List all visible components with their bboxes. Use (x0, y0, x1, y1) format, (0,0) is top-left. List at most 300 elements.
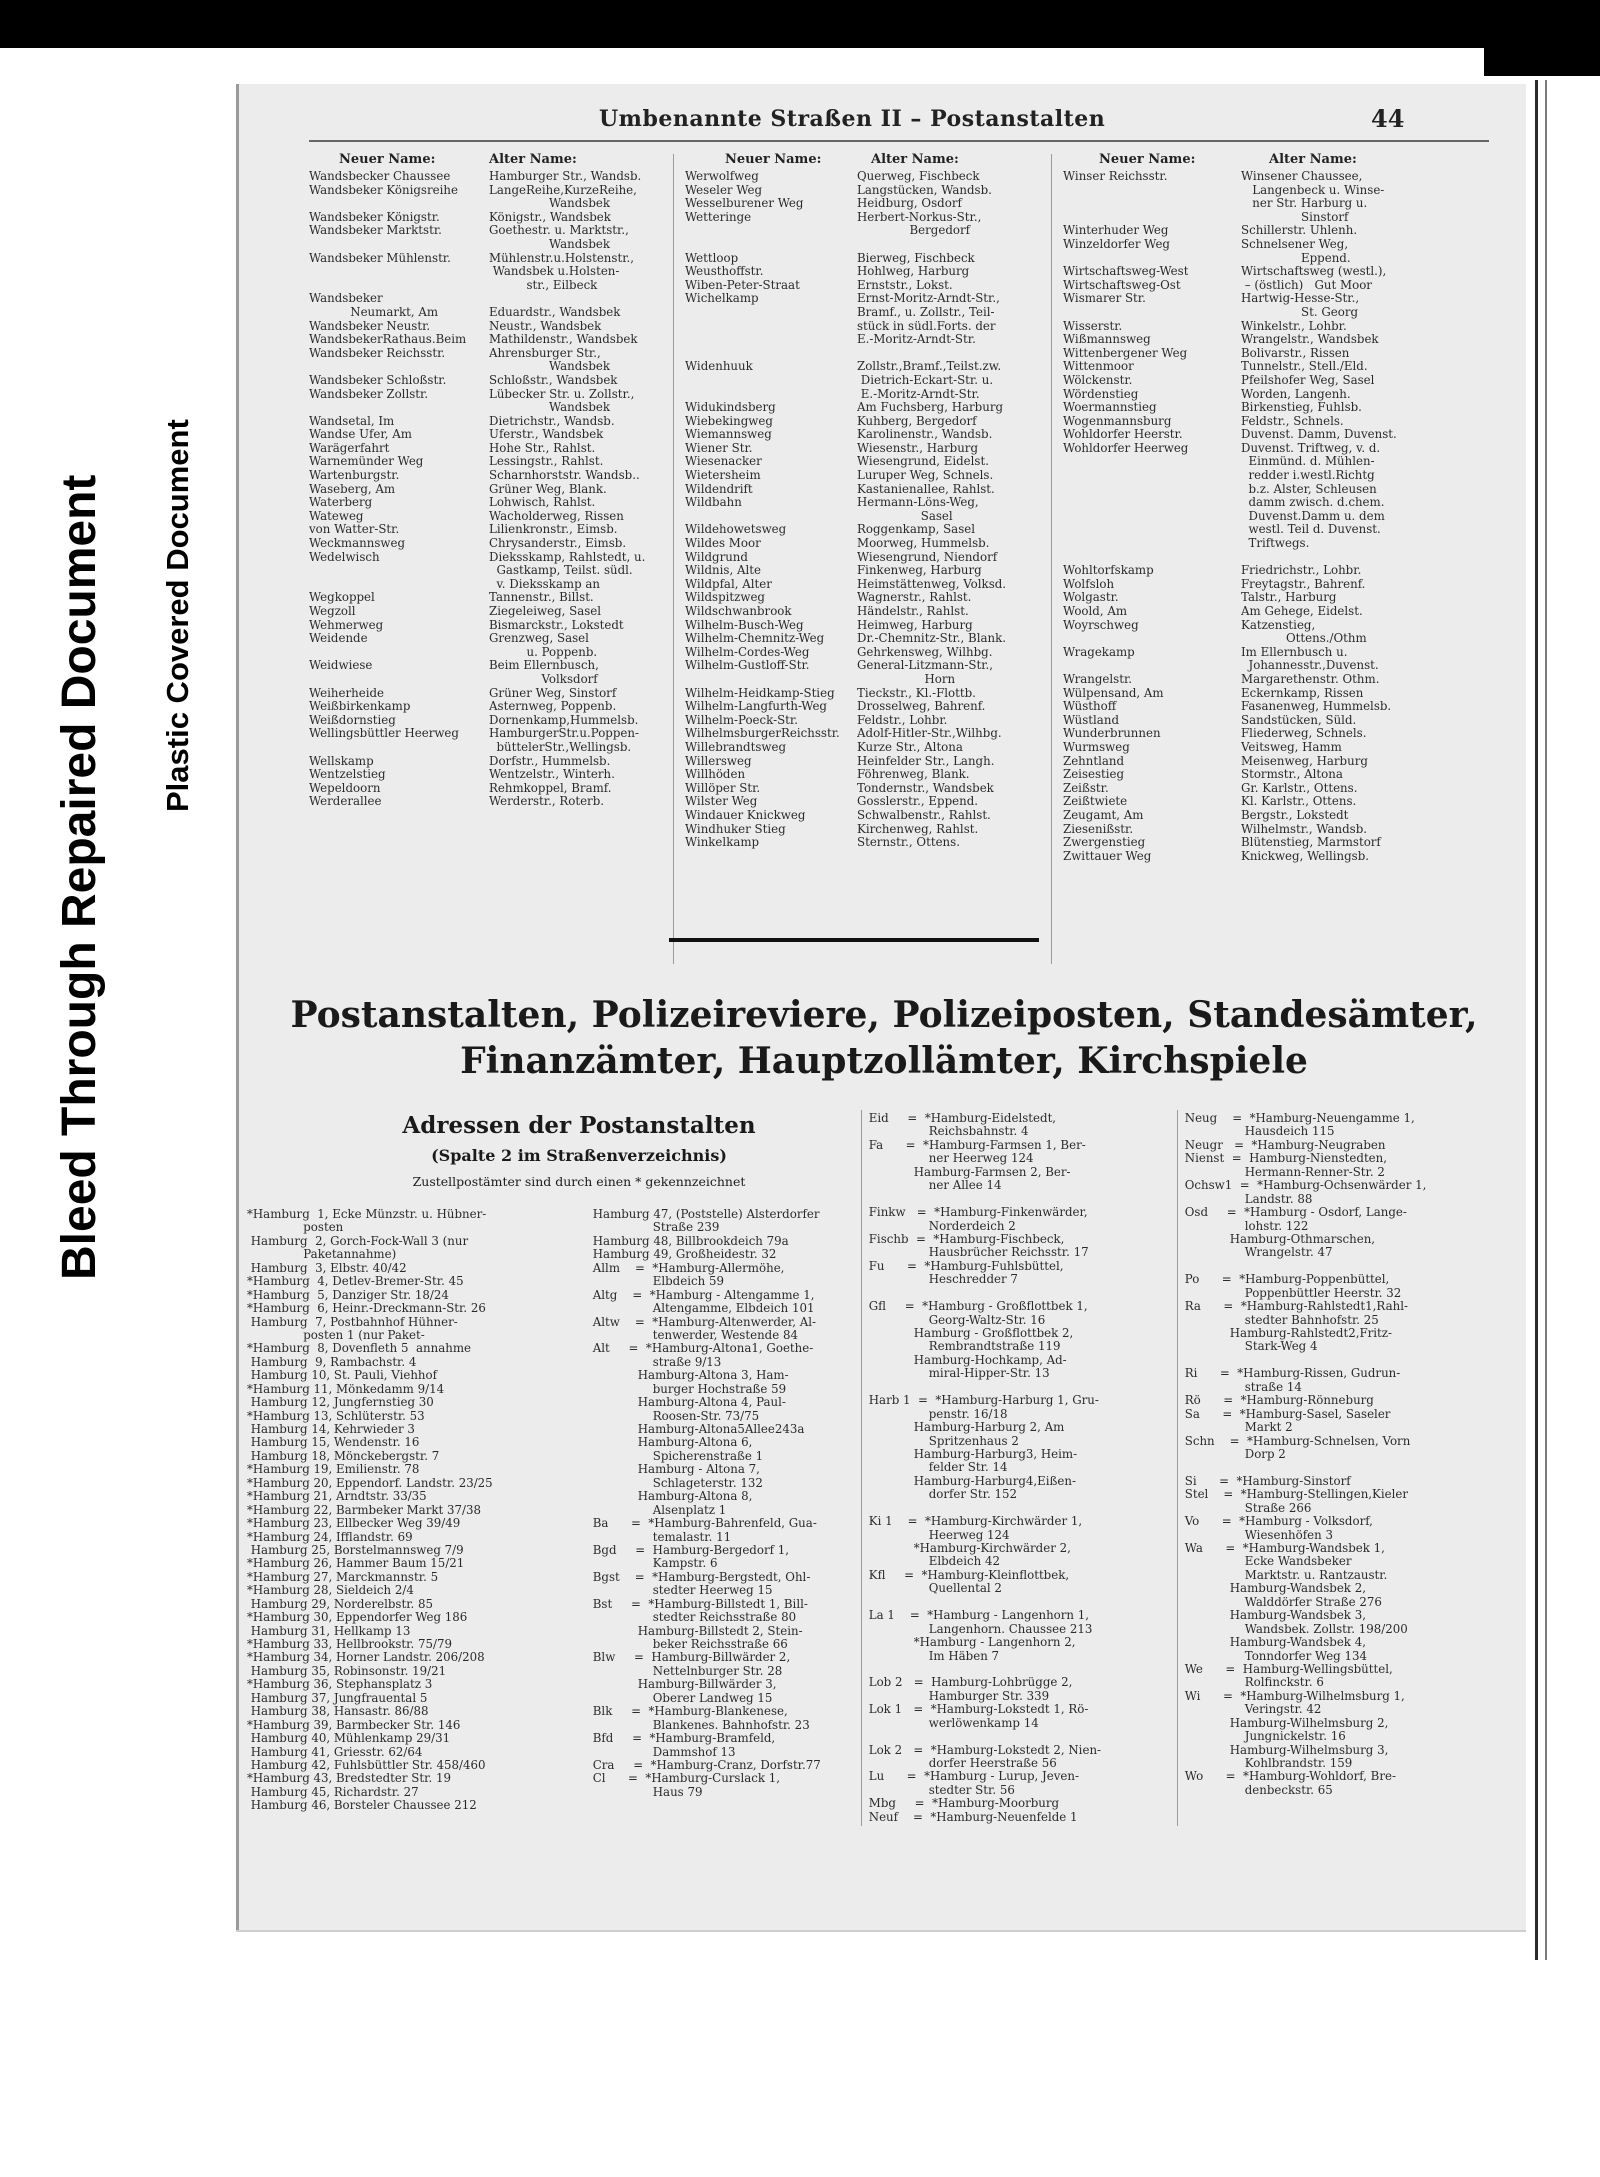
text-line: Wilhelmstr., Wandsb. (1241, 822, 1368, 836)
text-line: Winser Reichsstr. (1063, 170, 1168, 183)
text-line: Hamburg 14, Kehrwieder 3 (247, 1423, 415, 1436)
text-line: Hamburg 49, Großheidestr. 32 (589, 1248, 777, 1262)
column-rule (1051, 154, 1052, 964)
text-line: Hamburg 47, (Poststelle) Alsterdorfer (589, 1208, 820, 1221)
text-line: Rö = *Hamburg-Rönneburg (1181, 1394, 1374, 1408)
text-line: Gfl = *Hamburg - Großflottbek 1, (865, 1300, 1088, 1314)
text-line: Hamburg 46, Borsteler Chaussee 212 (247, 1799, 477, 1813)
text-line: Hamburg-Altona5Allee243a (589, 1423, 805, 1436)
text-line: Heerweg 124 (865, 1528, 1010, 1542)
text-line: Volksdorf (489, 672, 598, 686)
text-line: Wiesenhöfen 3 (1181, 1528, 1333, 1542)
text-line: Hermann-Löns-Weg, (857, 496, 979, 510)
text-line: stedter Heerweg 15 (589, 1584, 773, 1598)
text-line (857, 238, 1006, 252)
text-line: Wilster Weg (685, 795, 758, 809)
text-line: Bfd = *Hamburg-Bramfeld, (589, 1732, 776, 1746)
text-line: Luruper Weg, Schnels. (857, 469, 994, 483)
text-line: We = Hamburg-Wellingsbüttel, (1181, 1662, 1393, 1676)
text-line: Kfl = *Hamburg-Kleinflottbek, (865, 1568, 1070, 1582)
column-rule (673, 154, 674, 964)
text-line: büttelerStr.,Wellingsb. (489, 740, 632, 754)
text-line: beker Reichsstraße 66 (589, 1638, 788, 1651)
text-line: Bgst = *Hamburg-Bergstedt, Ohl- (589, 1570, 811, 1584)
text-line: Johannesstr.,Duvenst. (1241, 659, 1379, 673)
text-line: Weidwiese (309, 659, 373, 673)
text-line: Dietrichstr., Wandsb. (489, 414, 615, 428)
text-line: Bergstr., Lokstedt (1241, 808, 1349, 822)
section-title-line-2: Finanzämter, Hauptzollämter, Kirchspiele (460, 1040, 1308, 1082)
column-head-old: Alter Name: (1269, 152, 1357, 167)
text-line (685, 388, 840, 402)
text-line: Blk = *Hamburg-Blankenese, (589, 1705, 788, 1719)
text-line: Norderdeich 2 (865, 1219, 1016, 1233)
text-line (309, 741, 466, 755)
text-line (865, 1193, 1157, 1206)
text-line: Birkenstieg, Fuhlsb. (1241, 401, 1362, 415)
text-line: Wildschwanbrook (685, 605, 792, 618)
text-line: Wilhelm-Gustloff-Str. (685, 659, 810, 673)
text-line: Scharnhorststr. Wandsb.. (489, 469, 640, 483)
text-line: Grenzweg, Sasel (489, 632, 589, 646)
text-line: Dammshof 13 (589, 1745, 736, 1759)
text-line: Horn (857, 672, 956, 686)
section-title-line-1: Postanstalten, Polizeireviere, Polizeiposten, Standesämter, (290, 994, 1478, 1036)
text-line (1063, 510, 1188, 524)
text-line (1063, 551, 1188, 565)
text-line: Duvenst. Triftweg, v. d. (1241, 441, 1381, 455)
old-names-list (489, 170, 645, 809)
text-line (309, 646, 466, 660)
text-line: Lilienkronstr., Eimsb. (489, 523, 618, 537)
text-line (1063, 252, 1188, 266)
text-line: Lübecker Str. u. Zollstr., (489, 387, 635, 401)
text-line: Blw = Hamburg-Billwärder 2, (589, 1651, 791, 1665)
text-line: Wellskamp (309, 754, 374, 768)
text-line: Paketannahme) (247, 1248, 397, 1262)
column-rule (1177, 1110, 1178, 1826)
text-line: Blütenstieg, Marmstorf (1241, 836, 1381, 850)
post-offices-heading: Adressen der Postanstalten (402, 1112, 756, 1139)
text-line: Osd = *Hamburg - Osdorf, Lange- (1181, 1206, 1407, 1220)
text-line: Heidburg, Osdorf (857, 197, 962, 211)
column-head-old: Alter Name: (489, 152, 577, 167)
text-line (685, 510, 840, 524)
text-line: Wolgastr. (1063, 591, 1119, 605)
text-line (685, 238, 840, 252)
text-line: Wehmerweg (309, 618, 384, 632)
text-line: Uferstr., Wandsbek (489, 428, 604, 442)
text-line: Veringstr. 42 (1181, 1703, 1322, 1717)
text-line (685, 347, 840, 361)
text-line: Zollstr.,Bramf.,Teilst.zw. (857, 360, 1002, 374)
text-line: Wisserstr. (1063, 319, 1123, 333)
text-line: Altg = *Hamburg - Altengamme 1, (589, 1288, 815, 1302)
text-line: Königstr., Wandsbek (489, 210, 611, 224)
text-line: *Hamburg 8, Dovenfleth 5 annahme (247, 1342, 472, 1356)
text-line: ner Str. Harburg u. (1241, 197, 1368, 211)
text-line: *Hamburg 28, Sieldeich 2/4 (247, 1584, 414, 1598)
text-line (1063, 455, 1188, 469)
text-line: Kirchenweg, Rahlst. (857, 822, 979, 836)
text-line: burger Hochstraße 59 (589, 1382, 787, 1396)
text-line: Widenhuuk (685, 360, 753, 374)
text-line: Dr.-Chemnitz-Str., Blank. (857, 632, 1007, 646)
text-line: Hamburg-Othmarschen, (1181, 1232, 1376, 1246)
text-line: v. Dieksskamp an (489, 577, 601, 591)
text-line: *Hamburg 26, Hammer Baum 15/21 (247, 1557, 465, 1571)
text-line: Wegzoll (309, 605, 356, 618)
text-line: lohstr. 122 (1181, 1219, 1309, 1233)
old-names-list (1241, 170, 1397, 863)
text-line (1063, 496, 1188, 510)
text-line: Hamburg 12, Jungfernstieg 30 (247, 1396, 434, 1410)
text-line: Hamburg 31, Hellkamp 13 (247, 1624, 411, 1638)
text-line: Wandsbeker Königstr. (309, 210, 440, 224)
text-line: Blankenes. Bahnhofstr. 23 (589, 1718, 810, 1732)
text-line: Windauer Knickweg (685, 808, 806, 822)
text-line: *Hamburg 23, Ellbecker Weg 39/49 (247, 1517, 461, 1531)
post-offices-list-4 (1181, 1112, 1521, 1797)
text-line: Pfeilshofer Weg, Sasel (1241, 373, 1375, 387)
text-line: str., Eilbeck (489, 278, 598, 292)
text-line: Roggenkamp, Sasel (857, 523, 976, 537)
text-line: Allm = *Hamburg-Allermöhe, (589, 1261, 785, 1275)
text-line: Hamburger Str., Wandsb. (489, 170, 642, 183)
text-line: Hamburg 10, St. Pauli, Viehhof (247, 1369, 437, 1383)
text-line: Neug = *Hamburg-Neuengamme 1, (1181, 1112, 1415, 1125)
text-line: Hamburg-Farmsen 2, Ber- (865, 1165, 1071, 1179)
text-line: Friedrichstr., Lohbr. (1241, 564, 1362, 578)
text-line: Wiben-Peter-Straat (685, 278, 800, 292)
text-line: Nettelnburger Str. 28 (589, 1664, 783, 1678)
text-line: Schnelsener Weg, (1241, 237, 1349, 251)
text-line: Wißmannsweg (1063, 333, 1151, 347)
text-line: Schwalbenstr., Rahlst. (857, 808, 991, 822)
text-line: *Hamburg 43, Bredstedter Str. 19 (247, 1772, 451, 1786)
scan-edge-line (1535, 80, 1538, 1960)
text-line: Wietersheim (685, 469, 761, 483)
text-line: Einmünd. d. Mühlen- (1241, 455, 1375, 469)
text-line: Wrangelstr., Wandsbek (1241, 333, 1379, 347)
text-line: Winkelstr., Lohbr. (1241, 319, 1347, 333)
text-line (1181, 1354, 1521, 1367)
text-line: Hamburg-Wilhelmsburg 3, (1181, 1743, 1389, 1757)
text-line: Stormstr., Altona (1241, 768, 1343, 782)
text-line: *Hamburg 27, Marckmannstr. 5 (247, 1570, 439, 1584)
text-line: Po = *Hamburg-Poppenbüttel, (1181, 1273, 1390, 1287)
text-line: Wandsbek (489, 401, 611, 415)
text-line (1063, 523, 1188, 537)
text-line: Wurmsweg (1063, 740, 1130, 754)
text-line: Wiebekingweg (685, 414, 773, 428)
text-line: Wrangelstr. 47 (1181, 1246, 1333, 1260)
text-line: Ernst-Moritz-Arndt-Str., (857, 292, 1000, 306)
text-line: Chrysanderstr., Eimsb. (489, 537, 627, 551)
text-line (865, 1502, 1157, 1515)
text-line: Hamburg 15, Wendenstr. 16 (247, 1436, 420, 1450)
text-line: Wo = *Hamburg-Wohldorf, Bre- (1181, 1770, 1396, 1784)
scan-border-top (0, 0, 1600, 48)
text-line: Hamburg 3, Elbstr. 40/42 (247, 1261, 407, 1275)
text-line (1063, 197, 1188, 211)
text-line: Dietrich-Eckart-Str. u. (857, 373, 994, 387)
text-line: Wiesenstr., Harburg (857, 441, 978, 455)
text-line: Wildes Moor (685, 537, 761, 551)
text-line: Hamburg 41, Griesstr. 62/64 (247, 1745, 423, 1759)
text-line: Hamburg-Wilhelmsburg 2, (1181, 1716, 1389, 1730)
text-line: Hamburg-Harburg4,Eißen- (865, 1474, 1076, 1488)
text-line: Hamburg 25, Borstelmannsweg 7/9 (247, 1543, 464, 1557)
text-line: Mbg = *Hamburg-Moorburg (865, 1797, 1060, 1811)
text-line: Katzenstieg, (1241, 618, 1316, 632)
text-line: Wilhelm-Chemnitz-Weg (685, 632, 825, 646)
text-line: redder i.westl.Richtg (1241, 469, 1375, 483)
text-line (685, 374, 840, 388)
text-line: dorfer Heerstraße 56 (865, 1757, 1057, 1770)
text-line: stedter Reichsstraße 80 (589, 1611, 797, 1625)
text-line: Hamburg 38, Hansastr. 86/88 (247, 1705, 429, 1719)
header-rule (309, 140, 1489, 142)
text-line: westl. Teil d. Duvenst. (1241, 523, 1381, 537)
text-line: Fasanenweg, Hummelsb. (1241, 700, 1392, 714)
text-line: Reichsbahnstr. 4 (865, 1125, 1029, 1139)
text-line: Eduardstr., Wandsbek (489, 305, 621, 319)
text-line: Freytagstr., Bahrenf. (1241, 577, 1366, 591)
text-line: Knickweg, Wellingsb. (1241, 849, 1370, 863)
text-line: Eid = *Hamburg-Eidelstedt, (865, 1112, 1057, 1125)
text-line: Tonndorfer Weg 134 (1181, 1649, 1367, 1663)
text-line (309, 564, 466, 578)
text-line: Wölckenstr. (1063, 373, 1133, 387)
new-names-list (1063, 170, 1188, 863)
text-line: Sandstücken, Süld. (1241, 713, 1357, 727)
text-line: Fischb = *Hamburg-Fischbeck, (865, 1232, 1065, 1246)
text-line: Stark-Weg 4 (1181, 1340, 1318, 1354)
text-line: Hamburg-Altona 6, (589, 1436, 753, 1450)
text-line: stück in südl.Forts. der (857, 319, 996, 333)
text-line: tenwerder, Westende 84 (589, 1328, 798, 1342)
text-line: Herbert-Norkus-Str., (857, 210, 982, 224)
text-line: stedter Bahnhofstr. 25 (1181, 1313, 1379, 1327)
text-line: b.z. Alster, Schleusen (1241, 482, 1377, 496)
text-line: Wa = *Hamburg-Wandsbek 1, (1181, 1542, 1385, 1555)
text-line: Spritzenhaus 2 (865, 1434, 1019, 1448)
text-line: Wepeldoorn (309, 781, 381, 795)
text-line: *Hamburg 34, Horner Landstr. 206/208 (247, 1651, 485, 1665)
text-line: Wirtschaftsweg (westl.), (1241, 265, 1387, 279)
text-line: Wilhelm-Poeck-Str. (685, 713, 798, 727)
text-line: *Hamburg 4, Detlev-Bremer-Str. 45 (247, 1275, 464, 1289)
text-line: Wi = *Hamburg-Wilhelmsburg 1, (1181, 1689, 1405, 1703)
text-line: Wedelwisch (309, 550, 380, 564)
text-line: Moorweg, Hummelsb. (857, 537, 990, 551)
text-line: Hamburg-Rahlstedt2,Fritz- (1181, 1327, 1393, 1340)
text-line: Wirtschaftsweg-West (1063, 265, 1189, 279)
text-line: Hamburg 9, Rambachstr. 4 (247, 1355, 417, 1369)
text-line: Quellental 2 (865, 1582, 1002, 1596)
text-line: Ziegeleiweg, Sasel (489, 605, 602, 618)
page-bottom-edge (236, 1930, 1526, 1932)
text-line: Weusthoffstr. (685, 265, 764, 279)
text-line: Hartwig-Hesse-Str., (1241, 292, 1360, 306)
text-line: Widukindsberg (685, 401, 776, 415)
text-line: Haus 79 (589, 1785, 703, 1799)
text-line (309, 238, 466, 252)
text-line: straße 9/13 (589, 1355, 722, 1369)
text-line: Waterberg (309, 496, 373, 510)
text-line: Wismarer Str. (1063, 292, 1146, 306)
text-line: Ba = *Hamburg-Bahrenfeld, Gua- (589, 1517, 817, 1531)
text-line: Schlageterstr. 132 (589, 1476, 763, 1490)
text-line: Wilhelm-Cordes-Weg (685, 645, 810, 659)
column-rule (861, 1110, 862, 1826)
text-line: Hamburg 42, Fuhlsbüttler Str. 458/460 (247, 1758, 486, 1772)
text-line: Fu = *Hamburg-Fuhlsbüttel, (865, 1259, 1064, 1273)
text-line: Landstr. 88 (1181, 1192, 1313, 1206)
text-line: Altengamme, Elbdeich 101 (589, 1302, 815, 1316)
text-line: Hamburg 29, Norderelbstr. 85 (247, 1597, 434, 1611)
text-line: Ahrensburger Str., (489, 346, 601, 360)
text-line: Hamburg-Altona 4, Paul- (589, 1396, 786, 1410)
text-line: Kuhberg, Bergedorf (857, 414, 977, 428)
text-line: Grüner Weg, Sinstorf (489, 686, 617, 700)
text-line (309, 578, 466, 592)
text-line: Wilhelm-Heidkamp-Stieg (685, 686, 835, 700)
text-line: Mathildenstr., Wandsbek (489, 333, 638, 347)
text-line: Wüsthoff (1063, 700, 1117, 714)
text-line: Hohlweg, Harburg (857, 265, 970, 279)
text-line: Wildgrund (685, 550, 748, 564)
text-line: Wandsetal, Im (309, 414, 395, 428)
text-line: Wohldorfer Heerweg (1063, 441, 1189, 455)
text-line: Woold, Am (1063, 605, 1128, 618)
text-line: Sa = *Hamburg-Sasel, Saseler (1181, 1407, 1391, 1421)
text-line: Neugr = *Hamburg-Neugraben (1181, 1138, 1386, 1152)
text-line: General-Litzmann-Str., (857, 659, 994, 673)
text-line: Wandsbeker Zollstr. (309, 387, 429, 401)
column-head-new: Neuer Name: (725, 152, 822, 167)
text-line: Neuf = *Hamburg-Neuenfelde 1 (865, 1810, 1078, 1824)
text-line: Wildehowetsweg (685, 523, 787, 537)
text-line: Windhuker Stieg (685, 822, 786, 836)
text-line: Veitsweg, Hamm (1241, 740, 1342, 754)
text-line: Wunderbrunnen (1063, 727, 1161, 741)
text-line: Wohldorfer Heerstr. (1063, 428, 1183, 442)
text-line: Gr. Karlstr., Ottens. (1241, 781, 1358, 795)
text-line: Fa = *Hamburg-Farmsen 1, Ber- (865, 1138, 1086, 1152)
text-line: St. Georg (1241, 305, 1359, 319)
text-line: Querweg, Fischbeck (857, 170, 980, 183)
text-line: Heinfelder Str., Langh. (857, 754, 995, 768)
text-line: Hamburger Str. 339 (865, 1689, 1050, 1703)
text-line: Wettloop (685, 251, 739, 265)
text-line: Hamburg-Wandsbek 4, (1181, 1636, 1366, 1650)
text-line: Cl = *Hamburg-Curslack 1, (589, 1772, 781, 1786)
text-line: Rolfinckstr. 6 (1181, 1676, 1324, 1690)
text-line: Wandse Ufer, Am (309, 428, 412, 442)
text-line: Wetteringe (685, 210, 752, 224)
text-line (309, 673, 466, 687)
post-offices-list-3 (865, 1112, 1157, 1824)
text-line: Georg-Waltz-Str. 16 (865, 1313, 1046, 1327)
text-line: Wandsbeker Mühlenstr. (309, 251, 451, 265)
text-line: Lob 2 = Hamburg-Lohbrügge 2, (865, 1676, 1073, 1690)
text-line: Rehmkoppel, Bramf. (489, 781, 612, 795)
text-line: Weseler Weg (685, 183, 763, 197)
text-line: Im Häben 7 (865, 1649, 1000, 1663)
text-line: Finkenweg, Harburg (857, 564, 982, 578)
text-line: Willöper Str. (685, 781, 761, 795)
text-line: Markt 2 (1181, 1421, 1293, 1435)
text-line: Wogenmannsburg (1063, 414, 1172, 428)
text-line: Winkelkamp (685, 836, 760, 850)
text-line: WandsbekerRathaus.Beim (309, 333, 467, 347)
text-line: *Hamburg 30, Eppendorfer Weg 186 (247, 1611, 468, 1625)
text-line: Ottens./Othm (1241, 632, 1367, 646)
text-line: Meisenweg, Harburg (1241, 754, 1368, 768)
text-line: Im Ellernbusch u. (1241, 645, 1348, 659)
text-line: Willhöden (685, 768, 746, 782)
side-label-primary: Bleed Through Repaired Document (53, 474, 106, 1280)
text-line: Dorp 2 (1181, 1447, 1286, 1461)
text-line: Werderstr., Roterb. (489, 795, 604, 809)
text-line: Gastkamp, Teilst. südl. (489, 564, 633, 578)
text-line: Werderallee (309, 795, 382, 809)
text-line: Adolf-Hitler-Str.,Wilhbg. (857, 727, 1002, 741)
text-line: Wiener Str. (685, 441, 753, 455)
text-line (309, 265, 466, 279)
text-line: werlöwenkamp 14 (865, 1716, 1039, 1730)
old-names-list (857, 170, 1006, 850)
text-line (685, 306, 840, 320)
text-line (1063, 184, 1188, 198)
side-label-secondary: Plastic Covered Document (160, 419, 195, 812)
text-line: Werwolfweg (685, 170, 759, 183)
text-line: Bierweg, Fischbeck (857, 251, 975, 265)
text-line: Zeugamt, Am (1063, 808, 1144, 822)
text-line (1241, 551, 1397, 565)
text-line: Winzeldorfer Weg (1063, 237, 1170, 251)
text-line (685, 320, 840, 334)
text-line: Wirtschaftsweg-Ost (1063, 278, 1181, 292)
text-line: Hamburg-Wandsbek 3, (1181, 1609, 1366, 1623)
text-line (1063, 537, 1188, 551)
text-line: Cra = *Hamburg-Cranz, Dorfstr.77 (589, 1758, 821, 1772)
text-line: Zwergenstieg (1063, 836, 1146, 850)
text-line (309, 197, 466, 211)
text-line: Dorfstr., Hummelsb. (489, 754, 611, 768)
text-line: Dieksskamp, Rahlstedt, u. (489, 550, 646, 564)
text-line: Si = *Hamburg-Sinstorf (1181, 1474, 1351, 1488)
text-line: *Hamburg 5, Danziger Str. 18/24 (247, 1288, 449, 1302)
text-line: Goethestr. u. Marktstr., (489, 224, 629, 238)
text-line: Wilhelm-Busch-Weg (685, 618, 804, 632)
text-line: La 1 = *Hamburg - Langenhorn 1, (865, 1609, 1090, 1623)
text-line (1063, 211, 1188, 225)
text-line: Nienst = Hamburg-Nienstedten, (1181, 1152, 1388, 1166)
text-line: Lok 2 = *Hamburg-Lokstedt 2, Nien- (865, 1743, 1102, 1757)
text-line: Hamburg-Billstedt 2, Stein- (589, 1624, 803, 1638)
text-line: HamburgerStr.u.Poppen- (489, 727, 639, 741)
text-line: miral-Hipper-Str. 13 (865, 1367, 1050, 1381)
text-line: Wildpfal, Alter (685, 577, 772, 591)
text-line: Feldstr., Lohbr. (857, 713, 948, 727)
text-line: Hamburg-Harburg3, Heim- (865, 1447, 1078, 1461)
text-line: Oberer Landweg 15 (589, 1691, 773, 1705)
text-line: Wandsbek u.Holsten- (489, 265, 620, 279)
text-line: Weckmannsweg (309, 537, 405, 551)
